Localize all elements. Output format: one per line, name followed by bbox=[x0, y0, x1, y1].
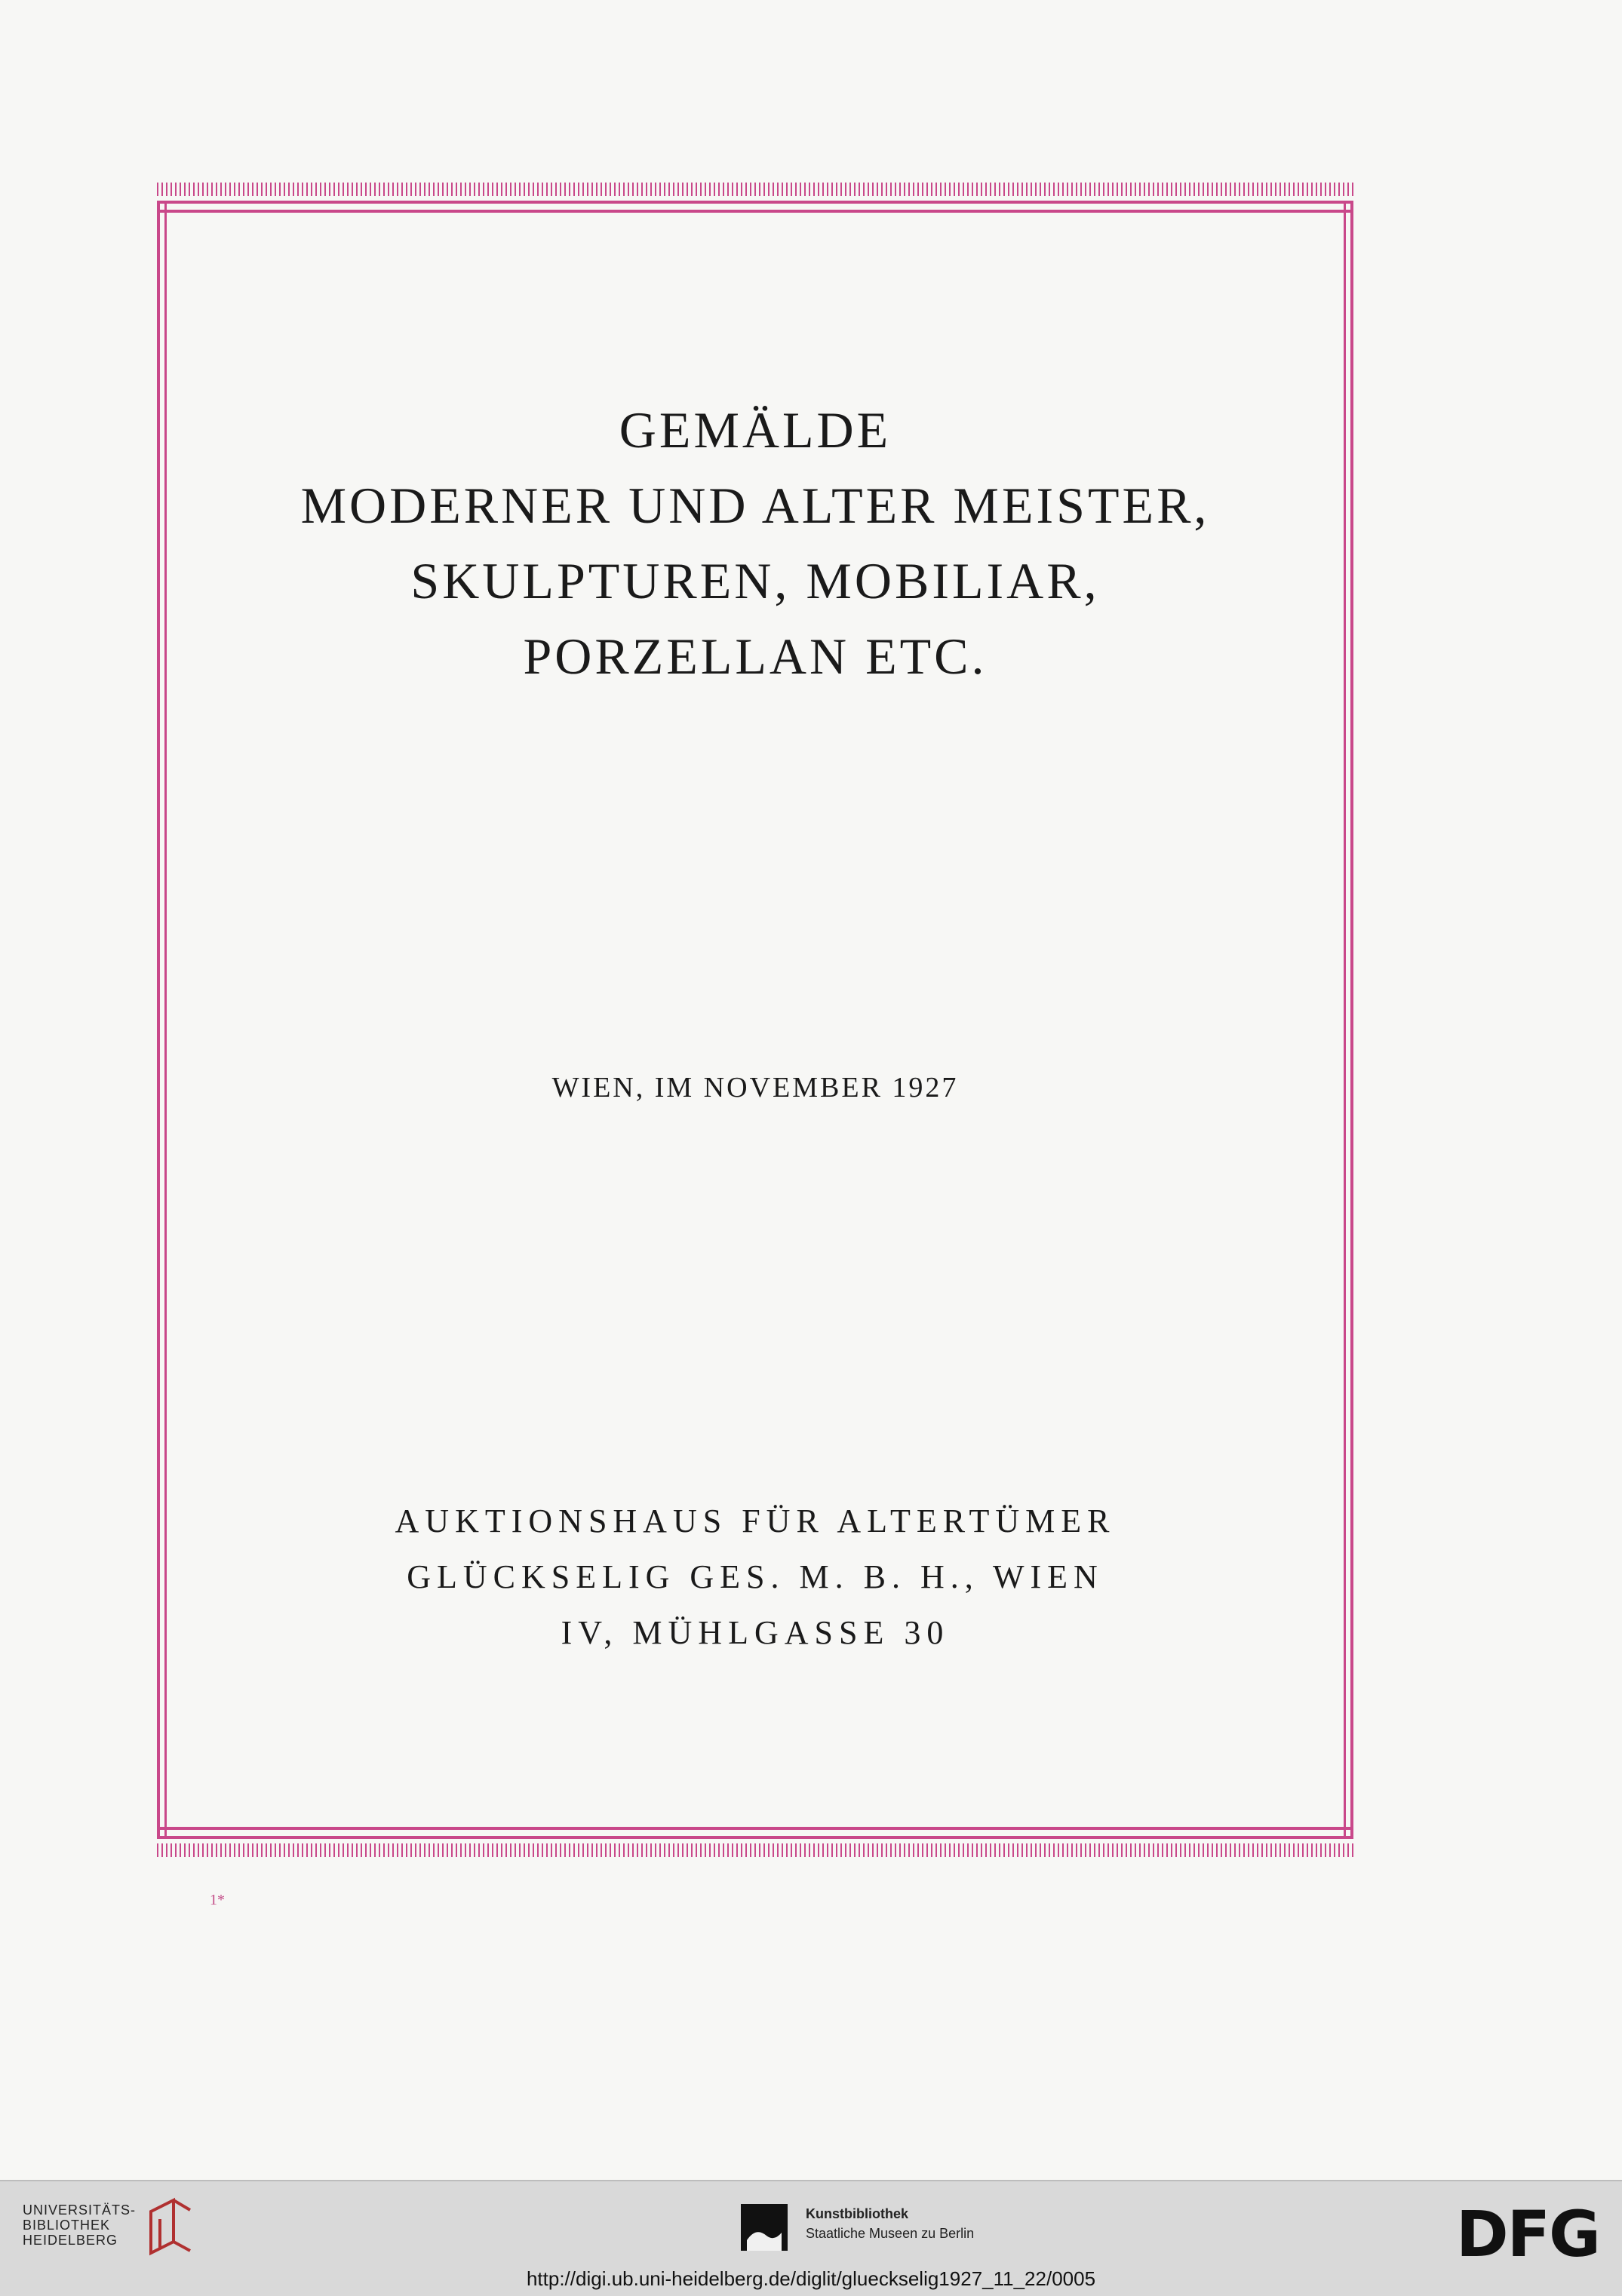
kunstbibliothek-subtitle: Staatliche Museen zu Berlin bbox=[806, 2226, 975, 2241]
frame-bottom-rule-inner bbox=[157, 1827, 1353, 1830]
ub-heidelberg-emblem-icon bbox=[143, 2196, 196, 2257]
kunstbibliothek-logo-icon[interactable] bbox=[741, 2204, 788, 2251]
kunstbibliothek-title: Kunstbibliothek bbox=[806, 2206, 908, 2221]
ub-logo-line: HEIDELBERG bbox=[23, 2233, 118, 2248]
frame-top-rule bbox=[157, 201, 1353, 204]
frame-bottom-rule bbox=[157, 1836, 1353, 1839]
ub-logo-line: UNIVERSITÄTS- bbox=[23, 2202, 137, 2218]
publisher-line: GLÜCKSELIG GES. M. B. H., WIEN bbox=[407, 1558, 1104, 1595]
title-line: SKULPTUREN, MOBILIAR, bbox=[410, 552, 1100, 609]
publisher-block bbox=[157, 1493, 1353, 1661]
frame-top-hatch bbox=[157, 183, 1353, 196]
frame-top-rule-inner bbox=[157, 210, 1353, 213]
publisher-line: AUKTIONSHAUS FÜR ALTERTÜMER bbox=[395, 1503, 1116, 1539]
title-line: PORZELLAN ETC. bbox=[523, 628, 988, 685]
catalog-title bbox=[157, 392, 1353, 694]
permalink-url[interactable]: http://digi.ub.uni-heidelberg.de/diglit/glueckselig1927_11_22/0005 bbox=[526, 2267, 1096, 2290]
dfg-logo[interactable]: DFG bbox=[1455, 2197, 1599, 2271]
date-line: WIEN, IM NOVEMBER 1927 bbox=[551, 1072, 959, 1103]
footer-divider bbox=[0, 2180, 1622, 2181]
page-signature-mark: 1* bbox=[210, 1892, 225, 1908]
kunstbibliothek-label bbox=[806, 2204, 974, 2243]
publisher-line: IV, MÜHLGASSE 30 bbox=[561, 1614, 950, 1651]
title-line: MODERNER UND ALTER MEISTER, bbox=[300, 477, 1210, 534]
frame-bottom-hatch bbox=[157, 1843, 1353, 1857]
title-line: GEMÄLDE bbox=[619, 401, 892, 459]
ub-heidelberg-logo[interactable] bbox=[23, 2202, 136, 2248]
ub-logo-line: BIBLIOTHEK bbox=[23, 2218, 111, 2233]
